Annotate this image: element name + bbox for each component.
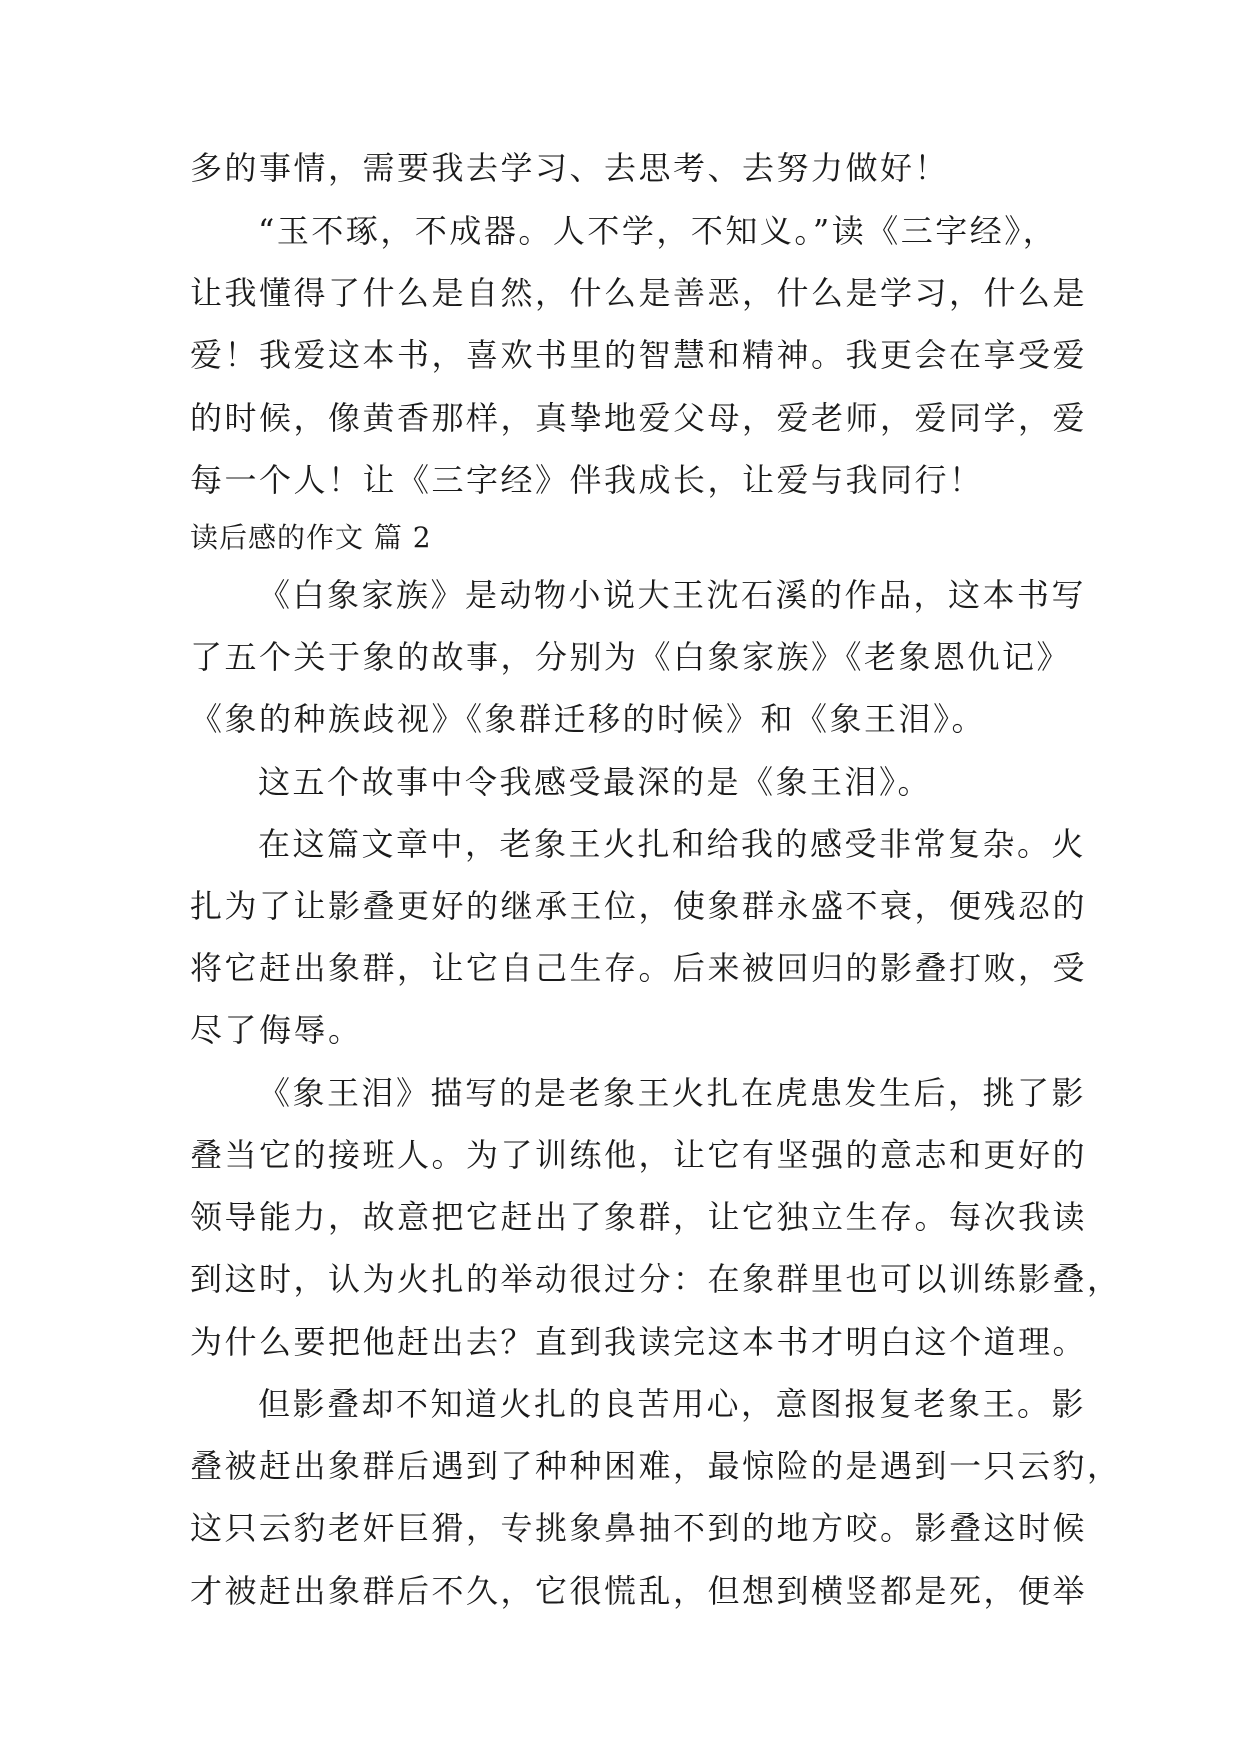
text-line: 每一个人！让《三字经》伴我成长，让爱与我同行！	[190, 461, 984, 499]
text-line: 《白象家族》是动物小说大王沈石溪的作品，这本书写	[258, 576, 1087, 614]
text-line: 才被赶出象群后不久，它很慌乱，但想到横竖都是死，便举	[190, 1572, 1088, 1610]
text-line: 这五个故事中令我感受最深的是《象王泪》。	[258, 763, 933, 801]
text-line: 领导能力，故意把它赶出了象群，让它独立生存。每次我读	[190, 1198, 1088, 1236]
text-line: 叠当它的接班人。为了训练他，让它有坚强的意志和更好的	[190, 1136, 1088, 1174]
text-line: 为什么要把他赶出去？直到我读完这本书才明白这个道理。	[190, 1323, 1088, 1361]
text-line: “玉不琢，不成器。人不学，不知义。”读《三字经》，	[258, 212, 1058, 250]
text-line: 爱！我爱这本书，喜欢书里的智慧和精神。我更会在享受爱	[190, 336, 1088, 374]
text-line: 《象王泪》描写的是老象王火扎在虎患发生后，挑了影	[258, 1074, 1087, 1112]
text-line: 叠被赶出象群后遇到了种种困难，最惊险的是遇到一只云豹，	[190, 1447, 1122, 1485]
section-heading: 读后感的作文 篇 2	[190, 521, 432, 554]
text-line: 到这时，认为火扎的举动很过分：在象群里也可以训练影叠，	[190, 1260, 1122, 1298]
text-line: 扎为了让影叠更好的继承王位，使象群永盛不衰，便残忍的	[190, 887, 1088, 925]
text-line: 多的事情，需要我去学习、去思考、去努力做好！	[190, 149, 950, 187]
text-line: 让我懂得了什么是自然，什么是善恶，什么是学习，什么是	[190, 274, 1088, 312]
text-line: 尽了侮辱。	[190, 1011, 363, 1049]
text-line: 将它赶出象群，让它自己生存。后来被回归的影叠打败，受	[190, 949, 1088, 987]
text-line: 《象的种族歧视》《象群迁移的时候》和《象王泪》。	[190, 700, 987, 738]
text-line: 了五个关于象的故事，分别为《白象家族》《老象恩仇记》	[190, 638, 1072, 676]
text-line: 但影叠却不知道火扎的良苦用心，意图报复老象王。影	[258, 1385, 1087, 1423]
text-line: 这只云豹老奸巨猾，专挑象鼻抽不到的地方咬。影叠这时候	[190, 1509, 1088, 1547]
text-line: 的时候，像黄香那样，真挚地爱父母，爱老师，爱同学，爱	[190, 399, 1088, 437]
text-line: 在这篇文章中，老象王火扎和给我的感受非常复杂。火	[258, 825, 1087, 863]
